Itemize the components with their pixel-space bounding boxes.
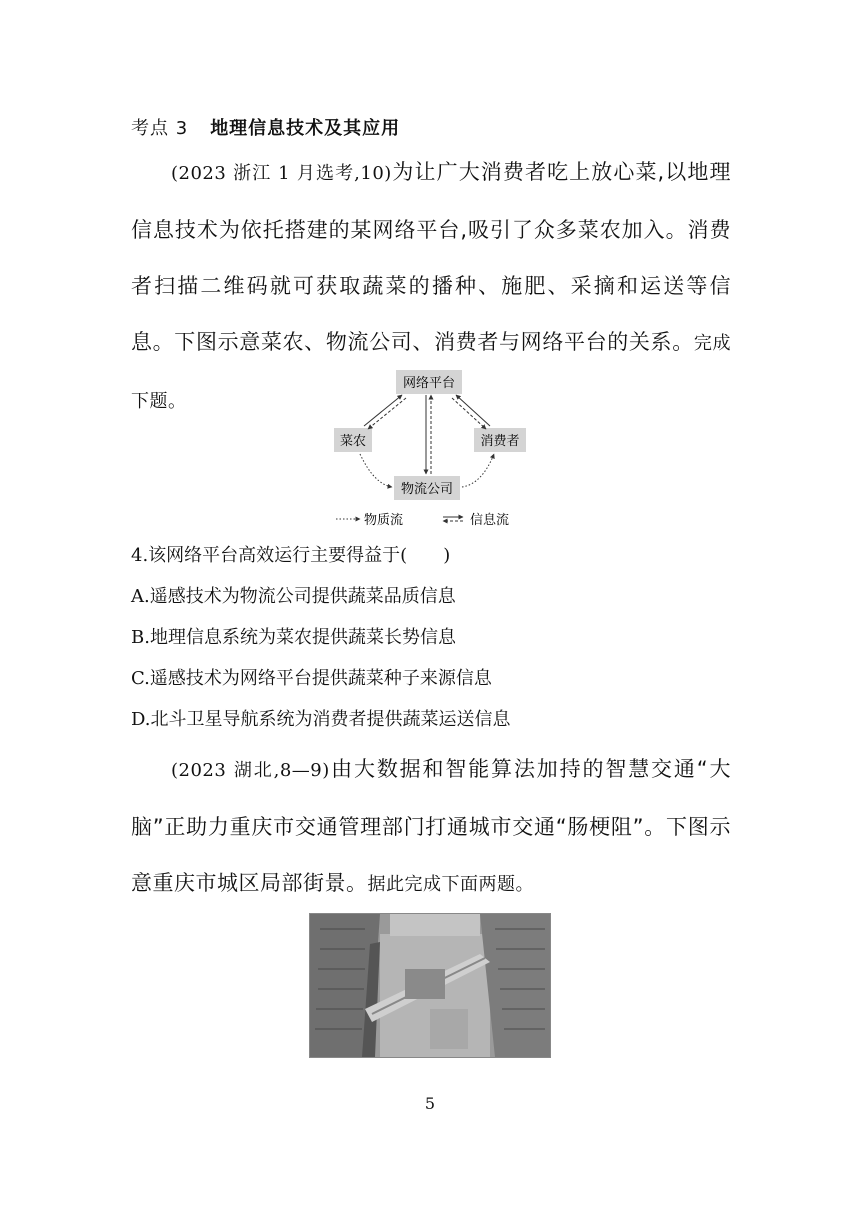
street-photo (309, 913, 551, 1058)
question-4-option-d: D.北斗卫星导航系统为消费者提供蔬菜运送信息 (131, 709, 511, 730)
relationship-diagram (330, 366, 530, 535)
page-number: 5 (424, 1094, 436, 1113)
passage-2-source: (2023 湖北,8—9) (171, 760, 330, 781)
legend-material: 物质流 (364, 513, 404, 528)
question-4-option-a: A.遥感技术为物流公司提供蔬菜品质信息 (131, 586, 456, 607)
section-heading (131, 114, 400, 140)
node-logistics: 物流公司 (400, 482, 454, 497)
passage-2-text: 由大数据和智能算法加持的智慧交通“大脑”正助力重庆市交通管理部门打通城市交通“肠梗阻”。下图示意重庆市城区局部街景。 (131, 757, 731, 895)
node-platform: 网络平台 (402, 376, 456, 391)
passage-2 (131, 741, 731, 913)
relationship-diagram-svg (330, 366, 530, 531)
passage-1-tail: 完成下题。 (131, 333, 732, 412)
question-4-stem: 4.该网络平台高效运行主要得益于( ) (131, 545, 451, 566)
legend-info: 信息流 (470, 513, 510, 528)
passage-1-text: 为让广大消费者吃上放心菜,以地理信息技术为依托搭建的某网络平台,吸引了众多菜农加入。消费者扫描二维码就可获取蔬菜的播种、施肥、采摘和运送等信息。下图示意菜农、物流公司、消费者与网络平台的关系。 (131, 160, 731, 354)
node-farmer: 菜农 (339, 434, 367, 449)
passage-1-source: (2023 浙江 1 月选考,10) (171, 163, 392, 184)
section-title: 地理信息技术及其应用 (210, 118, 401, 139)
question-4-option-c: C.遥感技术为网络平台提供蔬菜种子来源信息 (131, 668, 492, 689)
passage-2-tail: 据此完成下面两题。 (367, 874, 534, 895)
street-photo-image (310, 914, 550, 1057)
question-4-option-b: B.地理信息系统为菜农提供蔬菜长势信息 (131, 627, 456, 648)
node-consumer: 消费者 (480, 434, 520, 449)
section-number: 考点 3 (131, 118, 189, 139)
